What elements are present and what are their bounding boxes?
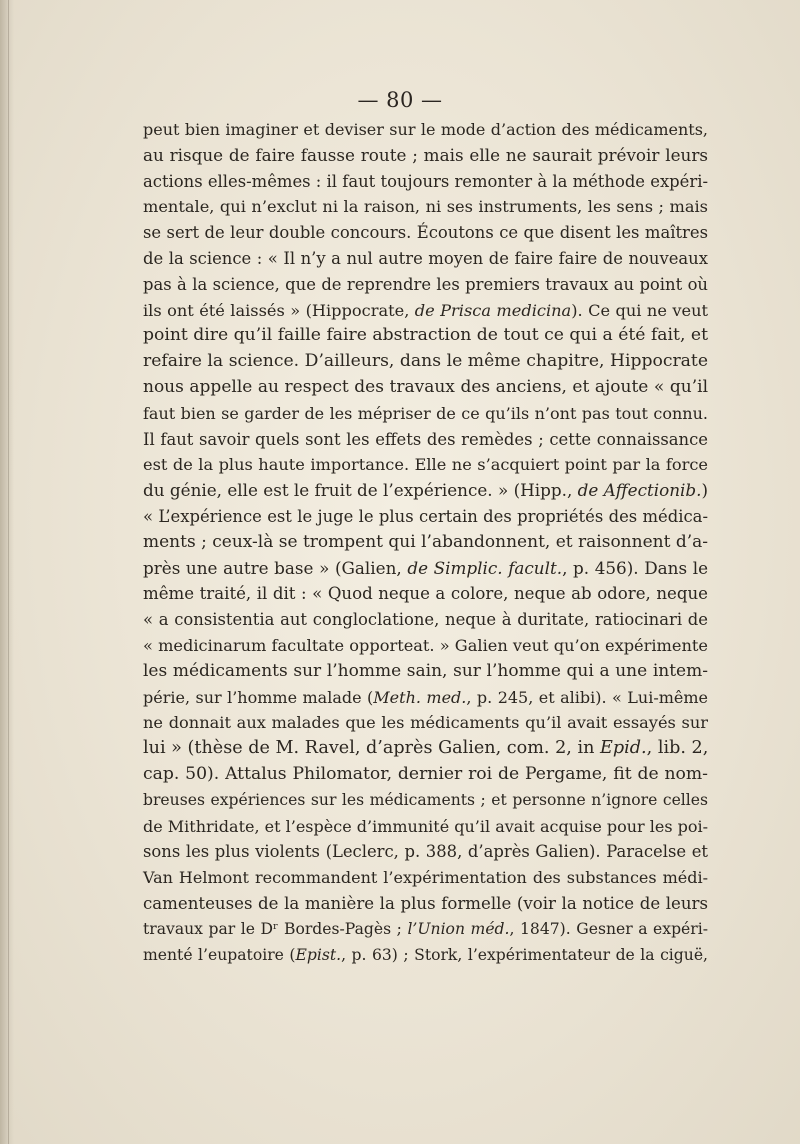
binding-edge xyxy=(0,0,14,1144)
text-line: se sert de leur double concours. Écoutons ce que disent les maîtres xyxy=(143,223,708,243)
text-line: au risque de faire fausse route ; mais elle ne saurait prévoir leurs xyxy=(143,144,708,165)
text-line: peut bien imaginer et deviser sur le mode d’action des médicaments, xyxy=(143,120,708,139)
text-line: même traité, il dit : « Quod neque a colore, neque ab odore, neque xyxy=(143,584,708,604)
page-number: — 80 — xyxy=(357,88,443,112)
text-line: ments ; ceux-là se trompent qui l’abandonnent, et raisonnent d’a- xyxy=(143,531,708,552)
text-line: Il faut savoir quels sont les effets des remèdes ; cette connaissance xyxy=(143,429,708,449)
text-line: actions elles-mêmes : il faut toujours remonter à la méthode expéri- xyxy=(143,171,708,191)
text-line: pas à la science, que de reprendre les premiers travaux au point où xyxy=(143,274,708,294)
text-line: breuses expériences sur les médicaments ; et personne n’ignore celles xyxy=(143,790,708,809)
text-line: du génie, elle est le fruit de l’expérience. » (Hipp., de Affectionib.) xyxy=(143,480,709,501)
text-line: « L’expérience est le juge le plus certain des propriétés des médica- xyxy=(143,506,708,526)
binding-line xyxy=(8,0,9,1144)
text-line: « medicinarum facultate opporteat. » Galien veut qu’on expérimente xyxy=(143,635,708,655)
text-line: « a consistentia aut congloclatione, neque à duritate, ratiocinari de xyxy=(143,610,708,630)
text-line: travaux par le Dʳ Bordes-Pagès ; l’Union méd., 1847). Gesner a expéri- xyxy=(143,919,708,938)
text-line: cap. 50). Attalus Philomator, dernier roi de Pergame, fit de nom- xyxy=(143,763,708,784)
body-text xyxy=(143,117,708,968)
text-line: est de la plus haute importance. Elle ne s’acquiert point par la force xyxy=(143,455,708,475)
text-line: périe, sur l’homme malade (Meth. med., p. 245, et alibi). « Lui-même xyxy=(143,687,709,707)
text-line: nous appelle au respect des travaux des anciens, et ajoute « qu’il xyxy=(143,376,708,397)
text-line: les médicaments sur l’homme sain, sur l’homme qui a une intem- xyxy=(143,660,708,681)
text-line: faut bien se garder de les mépriser de ce qu’ils n’ont pas tout connu. xyxy=(143,403,708,423)
text-line: menté l’eupatoire (Epist., p. 63) ; Stork, l’expérimentateur de la ciguë, xyxy=(143,945,708,964)
text-line: ils ont été laissés » (Hippocrate, de Prisca medicina). Ce qui ne veut xyxy=(143,300,708,320)
text-line: refaire la science. D’ailleurs, dans le même chapitre, Hippocrate xyxy=(143,351,708,372)
text-line: ne donnait aux malades que les médicaments qu’il avait essayés sur xyxy=(143,713,708,733)
text-line: près une autre base » (Galien, de Simplic. facult., p. 456). Dans le xyxy=(143,557,708,578)
text-line: point dire qu’il faille faire abstraction de tout ce qui a été fait, et xyxy=(143,325,708,346)
text-line: Van Helmont recommandent l’expérimentation des substances médi- xyxy=(143,868,708,888)
text-line: camenteuses de la manière la plus formelle (voir la notice de leurs xyxy=(143,893,708,913)
text-line: de la science : « Il n’y a nul autre moyen de faire faire de nouveaux xyxy=(143,248,708,268)
text-line: de Mithridate, et l’espèce d’immunité qu’il avait acquise pour les poi- xyxy=(143,816,709,836)
text-line: lui » (thèse de M. Ravel, d’après Galien, com. 2, in Epid., lib. 2, xyxy=(143,738,709,759)
text-line: mentale, qui n’exclut ni la raison, ni ses instruments, les sens ; mais xyxy=(143,197,708,217)
text-line: sons les plus violents (Leclerc, p. 388, d’après Galien). Paracelse et xyxy=(143,842,708,862)
